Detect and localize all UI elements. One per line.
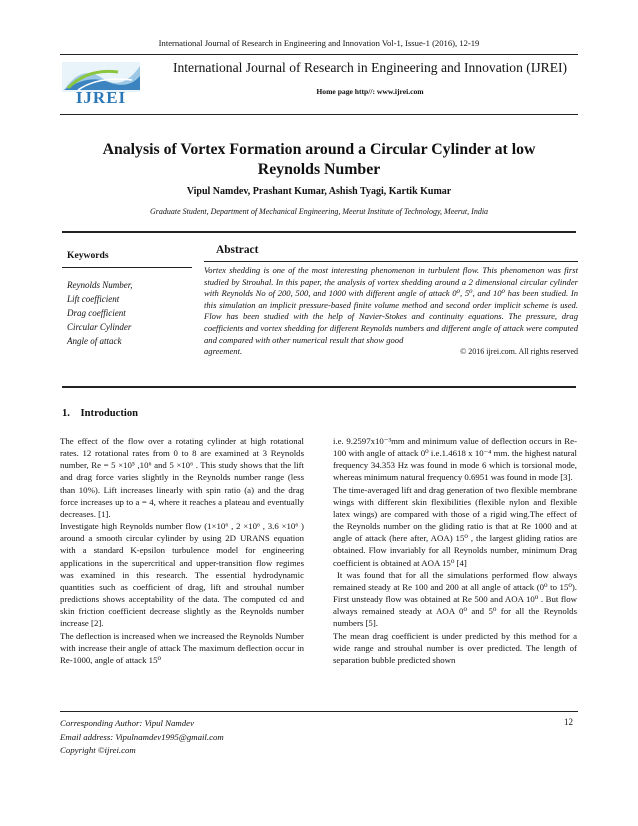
- keywords-list: [67, 278, 133, 348]
- footer-notes: [60, 717, 224, 758]
- author-email: Email address: Vipulnamdev1995@gmail.com: [60, 731, 224, 742]
- body-column-left: [60, 435, 304, 666]
- affiliation: Graduate Student, Department of Mechanical Engineering, Meerut Institute of Technology, Meerut, India: [149, 207, 489, 216]
- keyword-item: Lift coefficient: [67, 294, 120, 304]
- journal-title: International Journal of Research in Engineering and Innovation (IJREI): [172, 60, 568, 75]
- keywords-rule: [62, 267, 192, 268]
- paragraph: The effect of the flow over a rotating cylinder at high rotational rates. 12 rotational rates from 0 to 8 are examined at 3 Reynolds number, Re = 5 ×10⁵ ,10⁶ and 5 ×10⁶ . This study shows that the lift and drag force varies slightly in the Reynolds number range (less than 10%). Lift increases linearly with spin ratio (a) and the drag force increases up to a = 4, where it reaches a plateau and eventually decreases. [1].: [60, 436, 304, 519]
- title-line-2: Reynolds Number: [257, 161, 381, 178]
- keywords-heading: Keywords: [67, 250, 109, 261]
- corresponding-author: Corresponding Author: Vipul Namdev: [60, 718, 194, 728]
- keyword-item: Angle of attack: [67, 336, 122, 346]
- footer-copyright: Copyright ©ijrei.com: [60, 745, 136, 755]
- abstract-text: Vortex shedding is one of the most interesting phenomenon in turbulent flow. This phenomenon was first studied by Strouhal. In this paper, the analysis of vortex shedding around a 2 dimensional circular cylinder with Reynolds No of 200, 500, and 1000 with different angle of attack 0⁰, 5⁰, and 10⁰ has been studied. In this simulation an implicit pressure-based finite volume method and second order implicit scheme is used. Flow has been studied with the help of Navier-Stokes and continuity equations. The pressure, drag coefficients and vortex shedding for different Reynolds numbers and different angle of attack were computed and compared with other numerical result that show good: [204, 265, 578, 345]
- section-heading-introduction: 1. Introduction: [62, 408, 139, 419]
- article-title: [60, 140, 578, 180]
- footer-rule: [60, 711, 578, 712]
- paragraph: It was found that for all the simulations performed flow always remained steady at Re 100 and 200 at all angle of attack (0⁰ to 15⁰). First unsteady flow was obtained at Re 500 and AOA 10⁰ . But flow always remained steady at AOA 0⁰ and 5⁰ for all the Reynolds numbers [5].: [333, 569, 580, 629]
- paragraph: i.e. 9.2597x10⁻³mm and minimum value of deflection occurs in Re-100 with angle of attack 0⁰ i.e.1.4618 x 10⁻⁴ mm. the highest natural frequency 34.353 Hz was found in mode 6 which is torsional mode, whereas minimum natural frequency 0.6951 was found in mode [3].: [333, 436, 577, 483]
- abstract-body: [204, 265, 578, 358]
- paragraph: The time-averaged lift and drag generation of two flexible membrane wings with different skin flexibilities (flexible nylon and flexible latex wings) are compared with those of a rigid wing.The effect of the Reynolds number on the gliding ratio is that at Re 1000 and at angle of attack (here after, AOA) 15⁰ , the largest gliding ratios are obtained. Flow invariably for all Reynolds number, minimum Drag coefficient is obtained at AOA 15⁰ [4]: [333, 484, 578, 568]
- title-line-1: Analysis of Vortex Formation around a Circular Cylinder at low: [102, 141, 536, 158]
- abstract-last-word: agreement.: [204, 346, 243, 357]
- abstract-heading: Abstract: [216, 244, 259, 256]
- paragraph: The deflection is increased when we increased the Reynolds Number with increase their angle of attack The maximum deflection occur in Re-1000, angle of attack 15⁰: [60, 630, 304, 665]
- journal-homepage: Home page http//: www.ijrei.com: [316, 87, 424, 96]
- running-header: International Journal of Research in Engineering and Innovation Vol-1, Issue-1 (2016), 12-19: [158, 38, 480, 48]
- header-rule: [60, 54, 578, 55]
- abstract-closing-line: [204, 346, 578, 358]
- paragraph: Investigate high Reynolds number flow (1×10⁶ , 2 ×10⁶ , 3.6 ×10⁶ ) around a smooth circular cylinder by using 2D URANS equation with a standard K-epsilon turbulence model for engineering applications in the supercritical and upper-transition flow regimes was examined in this research. The essential hydrodynamic quantities such as coefficient of drag, lift and strouhal number predictions shows acceptability of the data. The computed cd and skin friction coefficient decrease slightly as the Reynolds number increase [2].: [60, 521, 304, 629]
- keyword-item: Reynolds Number,: [67, 280, 133, 290]
- logo-text: IJREI: [75, 88, 127, 107]
- masthead-rule: [60, 114, 578, 115]
- abstract-bottom-rule: [62, 386, 576, 388]
- body-column-right: [333, 435, 580, 666]
- author-list: Vipul Namdev, Prashant Kumar, Ashish Tyagi, Kartik Kumar: [186, 186, 452, 197]
- paragraph: The mean drag coefficient is under predicted by this method for a wide range and strouhal number is over predicted. The length of separation bubble predicted shown: [333, 630, 577, 665]
- title-rule: [62, 231, 576, 233]
- abstract-copyright: © 2016 ijrei.com. All rights reserved: [460, 347, 578, 357]
- page-number: 12: [564, 717, 573, 727]
- keyword-item: Drag coefficient: [67, 308, 126, 318]
- abstract-rule: [204, 261, 578, 262]
- keyword-item: Circular Cylinder: [67, 322, 132, 332]
- journal-logo: [58, 60, 144, 108]
